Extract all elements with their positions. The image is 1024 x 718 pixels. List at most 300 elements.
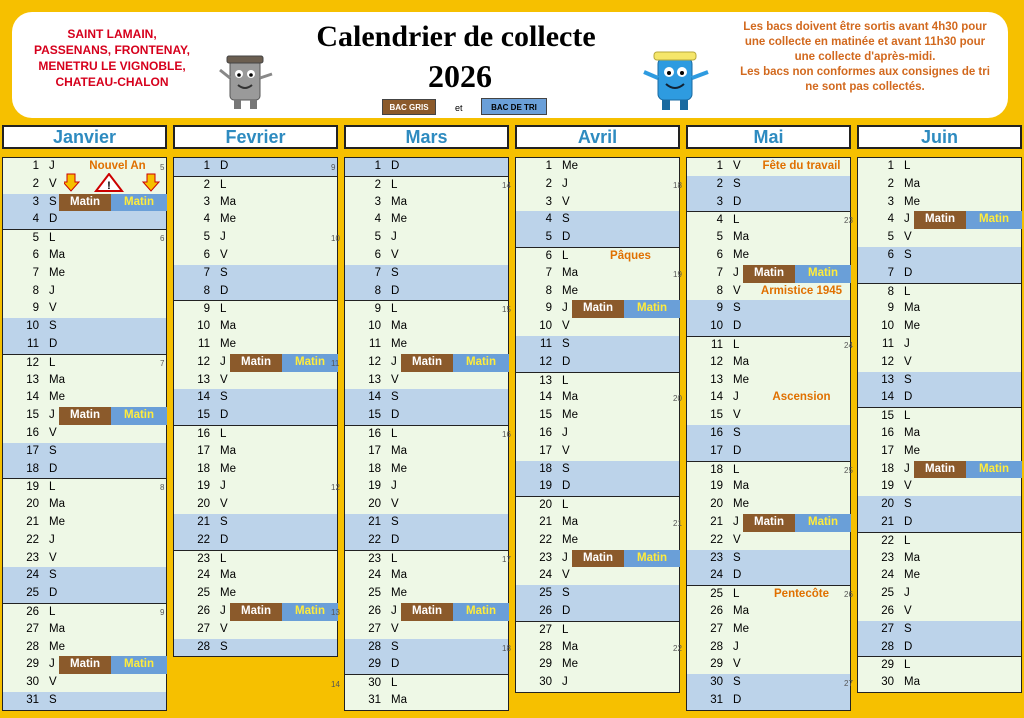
svg-text:!: !: [107, 180, 111, 192]
day-row: [687, 407, 850, 425]
week-number: 25: [844, 465, 853, 475]
day-number: 19: [368, 480, 381, 493]
day-number: 18: [368, 462, 381, 475]
day-row: [345, 585, 508, 603]
day-row: [516, 194, 679, 212]
day-name: V: [49, 177, 57, 190]
legend-conjunction: et: [455, 103, 463, 113]
day-name: Me: [733, 622, 749, 635]
day-number: 27: [881, 622, 894, 635]
day-row: [174, 425, 337, 443]
day-row: [858, 532, 1021, 550]
day-row: [174, 372, 337, 390]
day-name: J: [391, 355, 397, 368]
day-row: [687, 336, 850, 354]
day-name: J: [562, 551, 568, 564]
day-number: 17: [197, 444, 210, 457]
day-name: S: [391, 516, 399, 528]
day-row: [858, 354, 1021, 372]
week-number: 14: [502, 180, 511, 190]
day-name: L: [391, 303, 398, 316]
day-row: [174, 585, 337, 603]
day-name: Ma: [904, 177, 920, 190]
day-name: Ma: [49, 498, 65, 511]
day-number: 6: [203, 249, 210, 261]
day-name: L: [904, 534, 911, 547]
bac-gris-collection: Matin: [914, 211, 966, 229]
year-title: 2026: [428, 58, 492, 94]
day-name: Ma: [733, 480, 749, 493]
day-number: 11: [27, 338, 39, 350]
day-name: D: [391, 533, 400, 546]
day-number: 9: [887, 302, 894, 315]
day-number: 20: [197, 498, 210, 511]
bac-gris-collection: Matin: [401, 354, 453, 372]
day-number: 27: [710, 622, 723, 635]
day-row: [858, 550, 1021, 568]
day-name: Me: [220, 587, 236, 600]
day-name: Me: [220, 213, 236, 226]
day-name: J: [220, 355, 226, 368]
day-name: Me: [391, 462, 407, 475]
bac-gris-collection: Matin: [230, 603, 282, 621]
communes-list: [24, 26, 200, 90]
week-number: 27: [844, 679, 853, 689]
day-row: [3, 550, 166, 568]
day-row: [3, 621, 166, 639]
day-row: [673, 265, 850, 283]
day-row: [174, 496, 337, 514]
day-number: 18: [539, 462, 552, 475]
day-name: D: [49, 338, 58, 350]
month-title: Janvier: [2, 125, 167, 149]
day-name: S: [733, 676, 741, 689]
day-row: [516, 585, 679, 603]
day-number: 29: [881, 659, 894, 672]
day-name: Me: [49, 266, 65, 279]
day-number: 2: [32, 177, 39, 190]
day-number: 17: [881, 444, 894, 457]
day-row: [345, 211, 508, 229]
day-name: D: [904, 516, 913, 528]
day-name: L: [562, 499, 569, 512]
day-row: [331, 158, 508, 176]
day-row: [858, 300, 1021, 318]
day-number: 21: [26, 516, 39, 528]
day-row: [502, 550, 679, 568]
day-name: L: [733, 214, 740, 227]
notice-line: Les bacs non conformes aux consignes de tri: [740, 66, 990, 78]
day-row: [3, 247, 166, 265]
day-row: [345, 496, 508, 514]
day-number: 21: [539, 516, 552, 528]
day-name: J: [220, 231, 226, 244]
day-number: 4: [545, 213, 552, 226]
day-name: D: [220, 160, 229, 172]
day-name: L: [220, 178, 227, 191]
day-row: [3, 407, 166, 425]
day-row: [174, 265, 337, 283]
day-number: 29: [368, 658, 381, 671]
day-name: L: [904, 285, 911, 298]
day-name: D: [733, 195, 742, 208]
day-row: [516, 265, 679, 283]
day-number: 3: [716, 195, 723, 208]
bac-tri-collection: Matin: [795, 265, 851, 283]
day-number: 21: [710, 516, 723, 528]
day-number: 18: [881, 462, 894, 475]
day-number: 7: [545, 266, 552, 279]
day-row: [516, 461, 679, 479]
day-name: Me: [49, 640, 65, 653]
day-number: 21: [881, 516, 894, 528]
day-name: S: [49, 195, 57, 208]
month-days: [502, 157, 680, 693]
day-name: Me: [562, 284, 578, 297]
day-name: J: [220, 480, 226, 493]
day-row: [174, 567, 337, 585]
day-number: 6: [545, 250, 552, 262]
day-row: [502, 425, 679, 443]
day-number: 14: [197, 391, 210, 404]
day-number: 23: [710, 551, 723, 564]
day-name: S: [49, 694, 57, 706]
day-name: Ma: [391, 569, 407, 582]
day-number: 10: [710, 320, 723, 333]
commune-line: CHATEAU-CHALON: [55, 75, 169, 89]
day-row: [673, 514, 850, 532]
week-number: 9: [160, 608, 165, 617]
day-number: 24: [881, 569, 894, 582]
day-number: 27: [368, 622, 381, 635]
day-row: [516, 443, 679, 461]
day-number: 9: [716, 302, 723, 315]
day-name: Ma: [220, 195, 236, 208]
day-number: 21: [197, 516, 210, 528]
day-row: [687, 496, 850, 514]
day-row: [174, 176, 337, 194]
day-name: Me: [904, 444, 920, 457]
day-number: 25: [197, 587, 210, 600]
day-name: S: [220, 391, 228, 404]
day-row: [516, 674, 679, 692]
day-number: 21: [368, 516, 381, 528]
day-row: [687, 372, 850, 390]
day-number: 2: [374, 178, 381, 191]
commune-line: MENETRU LE VIGNOBLE,: [38, 59, 186, 73]
day-name: S: [391, 640, 399, 653]
day-number: 16: [881, 427, 894, 439]
bac-gris-collection: Matin: [572, 300, 624, 318]
day-row: [3, 354, 166, 372]
day-name: Ma: [220, 444, 236, 457]
day-row: [174, 194, 337, 212]
collection-notice: [720, 20, 1010, 95]
day-name: Me: [562, 409, 578, 422]
day-row: [174, 461, 337, 479]
day-name: L: [733, 588, 740, 601]
day-row: [858, 247, 1021, 265]
day-number: 25: [26, 587, 39, 600]
day-row: [858, 478, 1021, 496]
day-name: S: [904, 249, 912, 261]
day-number: 29: [26, 658, 39, 671]
day-row: [687, 211, 850, 229]
day-number: 24: [368, 569, 381, 582]
day-number: 5: [32, 232, 39, 245]
day-number: 23: [881, 551, 894, 564]
month-title: Mars: [344, 125, 509, 149]
day-number: 8: [545, 284, 552, 297]
day-number: 24: [26, 569, 39, 582]
day-name: L: [49, 232, 56, 245]
day-number: 10: [26, 320, 39, 333]
day-number: 28: [197, 640, 210, 653]
day-number: 26: [710, 605, 723, 617]
week-number: 20: [673, 394, 682, 404]
day-number: 23: [26, 551, 39, 564]
day-row: [516, 229, 679, 247]
day-name: J: [733, 516, 739, 528]
day-row: [174, 283, 337, 301]
day-row: [345, 443, 508, 461]
notice-line: ne sont pas collectés.: [805, 81, 925, 93]
day-row: [174, 300, 337, 318]
day-row: [673, 176, 850, 194]
day-row: [160, 478, 337, 496]
day-name: S: [49, 320, 57, 333]
bac-tri-collection: Matin: [453, 603, 509, 621]
day-name: V: [391, 249, 399, 261]
day-number: 31: [368, 694, 381, 706]
day-name: D: [562, 355, 571, 368]
day-number: 1: [716, 160, 723, 172]
day-number: 31: [26, 694, 39, 706]
day-name: D: [562, 605, 571, 617]
day-row: [345, 283, 508, 301]
day-row: [673, 639, 850, 657]
day-row: [174, 639, 337, 657]
bac-tri-collection: Matin: [111, 194, 167, 212]
day-row: [3, 372, 166, 390]
holiday-label: Pâques: [610, 250, 651, 262]
day-number: 19: [539, 480, 552, 493]
day-number: 17: [710, 444, 723, 457]
day-name: V: [391, 498, 399, 511]
day-number: 14: [539, 391, 552, 404]
day-row: [687, 656, 850, 674]
week-number: 26: [844, 590, 853, 600]
day-number: 6: [32, 249, 39, 261]
day-row: [858, 176, 1021, 194]
day-row: [345, 389, 508, 407]
day-name: J: [391, 605, 397, 617]
day-number: 12: [368, 355, 381, 368]
month-days: [844, 157, 1022, 693]
day-name: V: [562, 569, 570, 582]
day-name: V: [391, 622, 399, 635]
day-name: D: [733, 694, 742, 706]
day-row: [858, 283, 1021, 301]
day-number: 5: [545, 231, 552, 244]
day-name: D: [733, 444, 742, 457]
day-name: V: [49, 551, 57, 564]
day-number: 30: [881, 676, 894, 689]
day-name: V: [220, 622, 228, 635]
holiday-label: Nouvel An: [89, 160, 146, 172]
day-number: 11: [711, 339, 723, 351]
day-name: Ma: [904, 302, 920, 315]
day-name: J: [562, 427, 568, 439]
day-row: [516, 656, 679, 674]
day-row: [516, 211, 679, 229]
day-row: [516, 478, 679, 496]
day-row: [516, 407, 679, 425]
day-row: [331, 229, 508, 247]
day-row: [3, 425, 166, 443]
day-number: 6: [374, 249, 381, 261]
week-number: 19: [673, 269, 682, 279]
week-number: 14: [331, 680, 340, 690]
day-row: [174, 407, 337, 425]
day-row: [844, 461, 1021, 479]
week-number: 18: [673, 180, 682, 190]
day-number: 25: [539, 587, 552, 600]
day-name: L: [391, 677, 398, 690]
day-row: [516, 283, 679, 301]
day-number: 24: [710, 569, 723, 582]
day-number: 11: [198, 338, 210, 350]
day-name: Me: [904, 320, 920, 333]
day-name: S: [733, 551, 741, 564]
bac-tri-collection: Matin: [111, 656, 167, 674]
day-row: [687, 247, 850, 265]
day-row: [174, 621, 337, 639]
day-number: 4: [716, 214, 723, 227]
day-number: 23: [539, 551, 552, 564]
day-name: D: [49, 213, 58, 226]
day-row: [345, 247, 508, 265]
day-number: 28: [881, 640, 894, 653]
day-name: J: [904, 587, 910, 600]
day-name: V: [904, 355, 912, 368]
day-row: [858, 194, 1021, 212]
day-name: V: [733, 409, 741, 422]
day-row: [687, 461, 850, 479]
day-name: Ma: [49, 622, 65, 635]
day-number: 28: [368, 640, 381, 653]
day-number: 13: [368, 373, 381, 386]
day-row: [844, 211, 1021, 229]
day-row: [516, 567, 679, 585]
day-row: [858, 603, 1021, 621]
day-name: D: [220, 284, 229, 297]
day-row: [687, 674, 850, 692]
week-number: 24: [844, 341, 853, 350]
day-name: S: [562, 213, 570, 226]
day-name: Ma: [391, 694, 407, 706]
day-number: 16: [26, 427, 39, 439]
day-number: 17: [539, 444, 552, 457]
day-number: 16: [539, 427, 552, 439]
day-name: V: [49, 676, 57, 689]
day-number: 26: [368, 605, 381, 617]
day-name: Me: [733, 373, 749, 386]
day-row: [844, 674, 1021, 692]
week-number: 5: [160, 163, 165, 172]
day-row: [345, 461, 508, 479]
day-number: 15: [881, 410, 894, 423]
day-row: [331, 478, 508, 496]
day-name: Ma: [733, 231, 749, 244]
commune-line: PASSENANS, FRONTENAY,: [33, 43, 191, 57]
day-name: Ma: [904, 427, 920, 439]
day-row: [516, 496, 679, 514]
day-row: [687, 692, 850, 710]
day-number: 19: [26, 481, 39, 494]
day-row: [687, 567, 850, 585]
bac-gris-collection: Matin: [230, 354, 282, 372]
day-name: Me: [562, 160, 578, 172]
month-days: [2, 157, 167, 711]
bac-gris-collection: Matin: [59, 407, 111, 425]
day-number: 30: [368, 677, 381, 690]
day-number: 5: [887, 231, 894, 244]
day-name: Ma: [49, 249, 65, 261]
day-number: 8: [374, 284, 381, 297]
day-name: Ma: [391, 320, 407, 333]
day-name: S: [904, 373, 912, 386]
day-row: [3, 496, 166, 514]
day-name: Me: [562, 533, 578, 546]
day-number: 14: [26, 391, 39, 404]
day-number: 11: [882, 338, 894, 350]
page-title: Calendrier de collecte: [316, 20, 596, 53]
day-row: [858, 158, 1021, 176]
day-number: 9: [545, 302, 552, 315]
day-row: [687, 425, 850, 443]
month-title: Avril: [515, 125, 680, 149]
day-number: 18: [710, 463, 723, 476]
day-name: L: [904, 410, 911, 423]
notice-line: une collecte en matinée et avant 11h30 pour: [744, 36, 986, 48]
day-name: J: [904, 462, 910, 475]
holiday-label: Ascension: [772, 391, 831, 404]
day-row: [858, 639, 1021, 657]
day-row: [858, 407, 1021, 425]
day-name: L: [391, 552, 398, 565]
bac-tri-legend: BAC DE TRI: [481, 98, 547, 115]
day-number: 2: [887, 177, 894, 190]
day-row: [160, 158, 337, 176]
day-row: [3, 300, 166, 318]
day-row: [174, 514, 337, 532]
bac-gris-collection: Matin: [401, 603, 453, 621]
day-name: D: [733, 569, 742, 582]
day-number: 15: [539, 409, 552, 422]
day-number: 20: [26, 498, 39, 511]
day-name: Me: [733, 498, 749, 511]
day-name: V: [220, 498, 228, 511]
day-name: L: [904, 659, 911, 672]
day-row: [345, 194, 508, 212]
day-row: [3, 443, 166, 461]
day-number: 13: [197, 373, 210, 386]
day-name: L: [562, 623, 569, 636]
day-number: 4: [32, 213, 39, 226]
day-number: 19: [710, 480, 723, 493]
day-row: [516, 158, 679, 176]
